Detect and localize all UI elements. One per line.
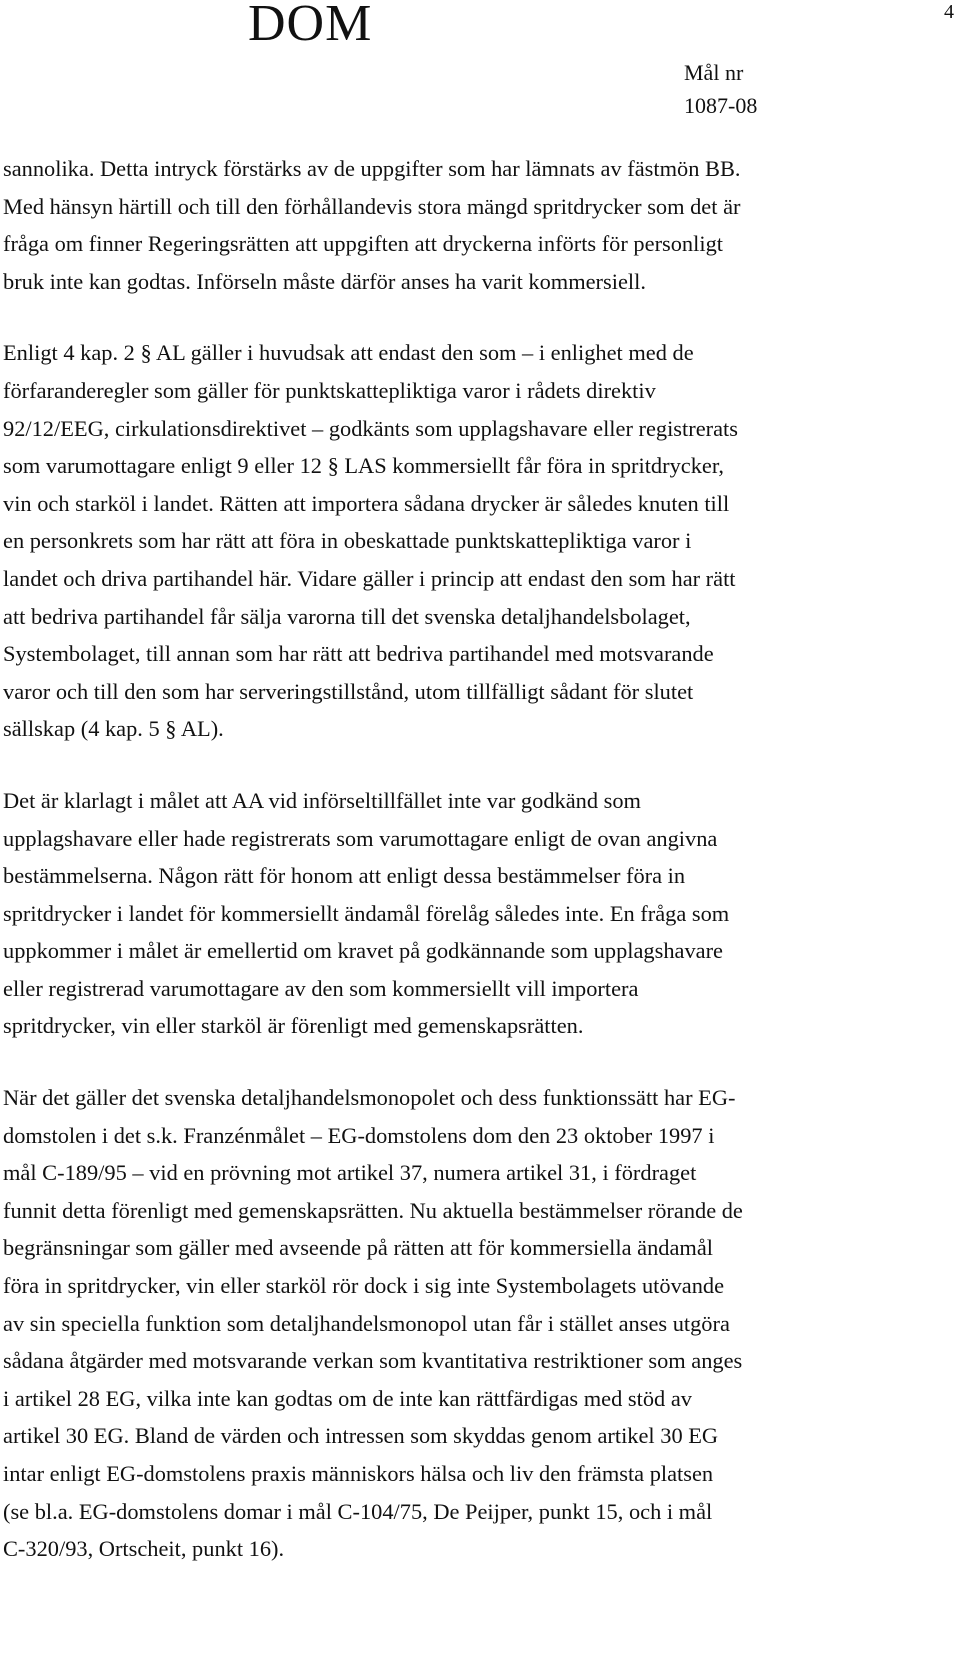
text-line: sällskap (4 kap. 5 § AL). (3, 716, 224, 742)
text-line: (se bl.a. EG-domstolens domar i mål C-104/75, De Peijper, punkt 15, och i mål (3, 1498, 713, 1524)
case-number-value: 1087-08 (684, 93, 758, 118)
text-line: som varumottagare enligt 9 eller 12 § LAS kommersiellt får föra in spritdrycker, (3, 453, 724, 479)
text-line: förfaranderegler som gäller för punktskattepliktiga varor i rådets direktiv (3, 377, 656, 403)
text-line: artikel 30 EG. Bland de värden och intressen som skyddas genom artikel 30 EG (3, 1423, 719, 1449)
text-line: spritdrycker i landet för kommersiellt ändamål förelåg således inte. En fråga som (3, 900, 730, 926)
text-line: bestämmelserna. Någon rätt för honom att enligt dessa bestämmelser föra in (3, 863, 686, 889)
text-line: i artikel 28 EG, vilka inte kan godtas om de inte kan rättfärdigas med stöd av (3, 1385, 692, 1411)
paragraph (3, 150, 943, 300)
text-line: sannolika. Detta intryck förstärks av de uppgifter som har lämnats av fästmön BB. (3, 156, 741, 181)
text-line: Enligt 4 kap. 2 § AL gäller i huvudsak att endast den som – i enlighet med de (3, 340, 694, 366)
text-line: domstolen i det s.k. Franzénmålet – EG-domstolens dom den 23 oktober 1997 i (3, 1122, 715, 1148)
text-line: När det gäller det svenska detaljhandelsmonopolet och dess funktionssätt har EG- (3, 1085, 736, 1111)
text-line: C-320/93, Ortscheit, punkt 16). (3, 1536, 285, 1562)
text-line: fråga om finner Regeringsrätten att uppgiften att dryckerna införts för personligt (3, 231, 723, 257)
case-number-block (684, 56, 757, 122)
text-line: Det är klarlagt i målet att AA vid införseltillfället inte var godkänd som (3, 787, 641, 813)
text-line: Med hänsyn härtill och till den förhållandevis stora mängd spritdrycker som det är (3, 193, 741, 219)
case-number-label: Mål nr (684, 60, 744, 85)
text-line: intar enligt EG-domstolens praxis människors hälsa och liv den främsta platsen (3, 1461, 714, 1486)
text-line: landet och driva partihandel här. Vidare gäller i princip att endast den som har rätt (3, 565, 736, 591)
page-number: 4 (944, 1, 954, 23)
text-line: eller registrerad varumottagare av den som kommersiellt vill importera (3, 975, 639, 1001)
paragraph (3, 782, 943, 1045)
text-line: Systembolaget, till annan som har rätt att bedriva partihandel med motsvarande (3, 641, 714, 667)
text-line: begränsningar som gäller med avseende på rätten att för kommersiella ändamål (3, 1235, 714, 1261)
paragraph (3, 1079, 943, 1568)
text-line: varor och till den som har serveringstillstånd, utom tillfälligt sådant för slutet (3, 678, 694, 704)
text-line: upplagshavare eller hade registrerats som varumottagare enligt de ovan angivna (3, 825, 718, 851)
text-line: sådana åtgärder med motsvarande verkan som kvantitativa restriktioner som anges (3, 1348, 743, 1374)
text-line: föra in spritdrycker, vin eller starköl rör dock i sig inte Systembolagets utövande (3, 1273, 725, 1299)
text-line: bruk inte kan godtas. Införseln måste därför anses ha varit kommersiell. (3, 268, 646, 294)
text-line: funnit detta förenligt med gemenskapsrätten. Nu aktuella bestämmelser rörande de (3, 1197, 743, 1223)
document-body (3, 150, 943, 1568)
document-title: DOM (248, 0, 373, 52)
text-line: en personkrets som har rätt att föra in obeskattade punktskattepliktiga varor i (3, 528, 692, 554)
text-line: spritdrycker, vin eller starköl är förenligt med gemenskapsrätten. (3, 1013, 584, 1039)
text-line: att bedriva partihandel får sälja varorna till det svenska detaljhandelsbolaget, (3, 603, 691, 629)
text-line: vin och starköl i landet. Rätten att importera sådana drycker är således knuten till (3, 490, 730, 516)
text-line: uppkommer i målet är emellertid om kravet på godkännande som upplagshavare (3, 938, 723, 964)
text-line: av sin speciella funktion som detaljhandelsmonopol utan får i stället anses utgöra (3, 1310, 730, 1336)
text-line: 92/12/EEG, cirkulationsdirektivet – godkänts som upplagshavare eller registrerats (3, 415, 738, 441)
text-line: mål C-189/95 – vid en prövning mot artikel 37, numera artikel 31, i fördraget (3, 1160, 697, 1186)
paragraph (3, 334, 943, 748)
